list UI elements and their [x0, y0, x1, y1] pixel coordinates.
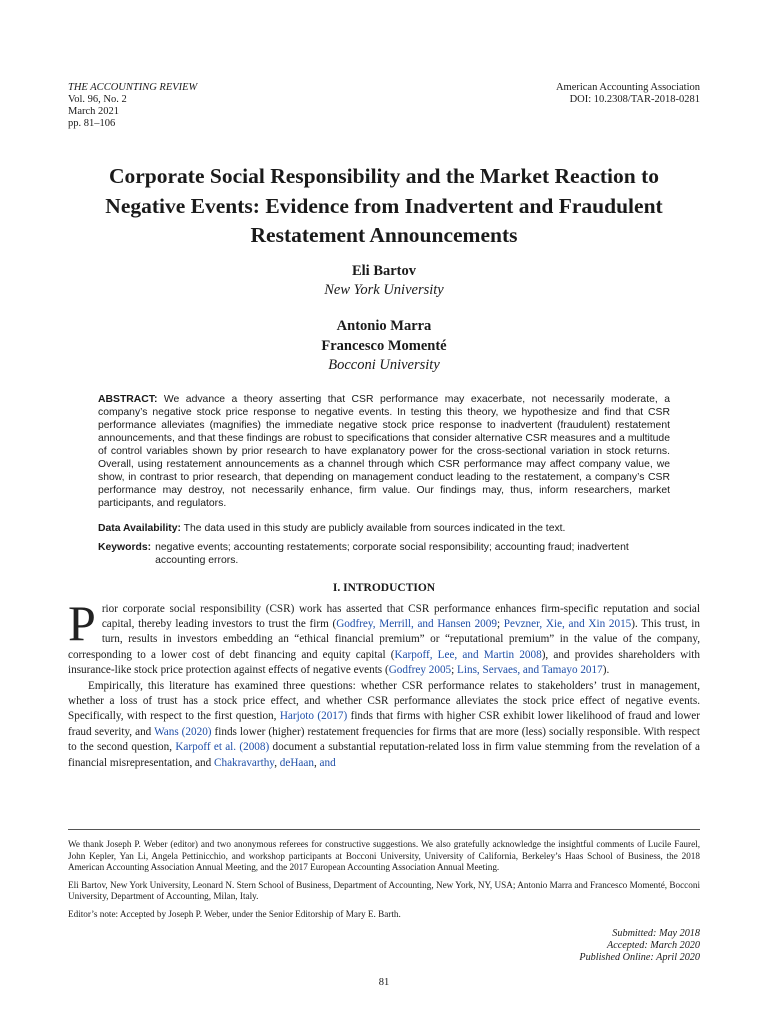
citation-link[interactable]: Godfrey 2005: [388, 664, 452, 677]
citation-link[interactable]: Karpoff et al. (2008): [175, 741, 270, 754]
journal-name: THE ACCOUNTING REVIEW: [68, 82, 198, 93]
keywords: [98, 541, 670, 567]
author-affiliation: New York University: [324, 281, 444, 298]
author-name: Eli Bartov: [351, 262, 417, 279]
journal-volume: Vol. 96, No. 2: [68, 94, 127, 105]
submitted-date: Submitted: May 2018: [612, 928, 700, 939]
journal-pages: pp. 81–106: [68, 118, 116, 129]
text-run: ,: [274, 756, 280, 769]
text-run: finds lower (higher) restatement frequencies for firms that are more (less) socially responsible. With respect to the second question,: [68, 725, 700, 754]
text-run: ). This trust, in turn, results in investors embedding an “ethical financial premium” or “reputational premium” in the value of the company, corresponding to a lower cost of debt financing and equity capital (: [68, 617, 701, 661]
publisher-name: American Accounting Association: [555, 82, 700, 93]
data-availability-text: The data used in this study are publicly available from sources indicated in the text.: [183, 522, 566, 534]
journal-date: March 2021: [68, 106, 120, 117]
citation-link[interactable]: Karpoff, Lee, and Martin 2008: [394, 648, 542, 661]
published-online-date: Published Online: April 2020: [579, 952, 700, 963]
citation-link[interactable]: Godfrey, Merrill, and Hansen 2009: [336, 617, 497, 630]
paragraph-1: [68, 594, 701, 679]
author-name: Francesco Momenté: [321, 337, 447, 354]
keywords-label: Keywords:: [98, 541, 152, 553]
footnote-affiliations: Eli Bartov, New York University, Leonard N. Stern School of Business, Department of Accounting, New York, NY, USA; Antonio Marra and Francesco Momenté, Bocconi University, Department of Accounting, Milan, Italy.: [68, 879, 700, 902]
data-availability: [98, 522, 670, 535]
text-run: document a substantial reputation-related loss in firm value stemming from the revelation of a financial misrepresentation, and: [68, 741, 700, 769]
text-run: ;: [451, 664, 458, 677]
author-affiliation: Bocconi University: [328, 356, 440, 373]
citation-link[interactable]: deHaan: [279, 756, 314, 769]
text-run: ;: [496, 617, 504, 630]
abstract: [98, 393, 670, 510]
text-run: rior corporate social responsibility (CSR) work has asserted that CSR performance enhances firm-specific reputation and social capital, thereby leading investors to trust the firm (: [101, 602, 700, 630]
citation-link[interactable]: and: [319, 756, 336, 769]
page-number: 81: [378, 977, 390, 988]
author-block-2: [68, 316, 700, 375]
text-run: ), and provides shareholders with insurance-like stock price protection against effects of negative events (: [68, 648, 700, 677]
doi[interactable]: DOI: 10.2308/TAR-2018-0281: [569, 94, 700, 105]
footnotes: [68, 839, 700, 927]
paragraph-2: [68, 679, 700, 771]
author-name: Antonio Marra: [336, 317, 432, 334]
author-block-1: [68, 261, 700, 300]
paper-title: Corporate Social Responsibility and the Market Reaction to Negative Events: Evidence from Inadvertent and Fraudulent Restatement Announcements: [105, 164, 663, 247]
journal-info: [68, 82, 197, 130]
citation-link[interactable]: Lins, Servaes, and Tamayo 2017: [457, 664, 603, 677]
keywords-text: negative events; accounting restatements; corporate social responsibility; accounting fraud; inadvertent accounting errors.: [155, 541, 629, 566]
text-run: ,: [313, 756, 320, 769]
footnote-divider: [68, 829, 700, 830]
citation-link[interactable]: Pevzner, Xie, and Xin 2015: [503, 617, 632, 630]
abstract-label: ABSTRACT:: [98, 393, 158, 405]
drop-cap: P: [68, 594, 96, 651]
abstract-text: We advance a theory asserting that CSR performance may exacerbate, not necessarily moderate, a company’s negative stock price response to negative events. In testing this theory, we hypothesize and find that CSR performance alleviates (magnifies) the immediate negative stock price response to inadvertent (fraudulent) restatement announcements, and that these findings are robust to specifications that consider alternative CSR measures and a multitude of control variables shown by prior research to have explanatory power for the cross-sectional variation in stock returns. Overall, using restatement announcements as a channel through which CSR performance may affect company value, we show, in contrast to prior research, that depending on management conduct leading to the restatement, a company’s CSR performance may destroy, not necessarily enhance, firm value. Our findings may, thus, inform researchers, market participants, and regulators.: [98, 393, 670, 509]
text-run: Empirically, this literature has examined three questions: whether CSR performance relates to stakeholders’ trust in management, whether a loss of trust has a stock price effect, and whether CSR performance alleviates the stock price effect of negative events. Specifically, with respect to the first question,: [68, 679, 700, 723]
citation-link[interactable]: Chakravarthy: [214, 756, 275, 769]
publisher-info: [556, 82, 700, 130]
footnote-thanks: We thank Joseph P. Weber (editor) and two anonymous referees for constructive suggestions. We also gratefully acknowledge the insightful comments of Lucile Faurel, John Kepler, Yan Li, Angela Pettinicchio, and workshop participants at Bocconi University, University of California, Berkeley’s Haas School of Business, the 2018 American Accounting Association Annual Meeting, and the 2017 European Accounting Association Annual Meeting.: [68, 839, 700, 873]
journal-header: [68, 82, 700, 130]
data-availability-label: Data Availability:: [98, 522, 181, 534]
section-heading: I. INTRODUCTION: [332, 581, 436, 594]
citation-link[interactable]: Harjoto (2017): [279, 710, 348, 723]
accepted-date: Accepted: March 2020: [607, 940, 700, 951]
citation-link[interactable]: Wans (2020): [154, 725, 212, 738]
body-text: [68, 594, 701, 771]
footnote-editor-note: Editor’s note: Accepted by Joseph P. Weber, under the Senior Editorship of Mary E. Barth.: [68, 908, 401, 919]
publication-dates: [579, 928, 700, 964]
text-run: ).: [602, 664, 610, 677]
text-run: finds that firms with higher CSR exhibit lower likelihood of fraud and lower fraud severity, and: [68, 710, 700, 738]
paper-page: [68, 82, 700, 771]
